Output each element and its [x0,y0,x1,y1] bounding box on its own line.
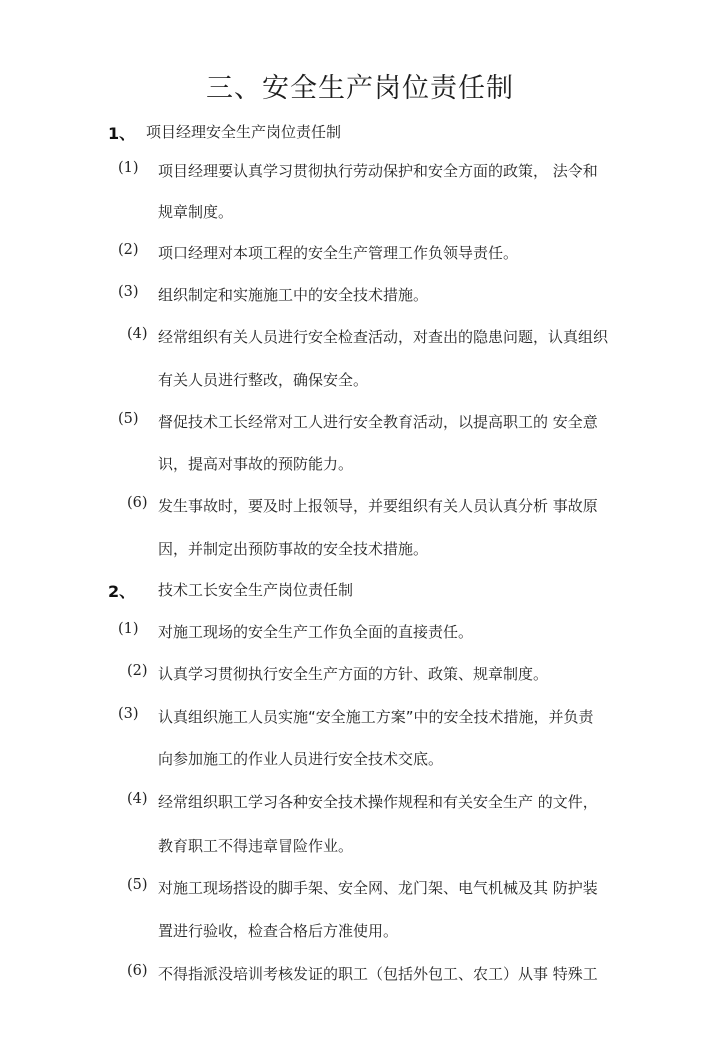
item-text-line: 有关人员进行整改，确保安全。 [158,371,369,389]
item-text-line: 发生事故时，要及时上报领导，并要组织有关人员认真分析 事故原 [158,497,598,515]
item-number: (4) [127,326,148,342]
item-text-line: 项目经理要认真学习贯彻执行劳动保护和安全方面的政策， 法令和 [158,162,598,180]
section-heading: 项目经理安全生产岗位责任制 [146,123,342,141]
item-text-line: 规章制度。 [158,203,234,221]
item-text-line: 向参加施工的作业人员进行安全技术交底。 [158,750,444,768]
item-text-line: 认真学习贯彻执行安全生产方面的方针、政策、规章制度。 [158,665,549,683]
item-text-line: 不得指派没培训考核发证的职工（包括外包工、农工）从事 特殊工 [158,965,598,983]
document-title: 三、安全生产岗位责任制 [206,73,514,104]
item-text-line: 认真组织施工人员实施“安全施工方案”中的安全技术措施，并负责 [158,708,594,726]
item-text-line: 识，提高对事故的预防能力。 [158,455,354,473]
item-number: (4) [127,791,148,807]
item-text-line: 因，并制定出预防事故的安全技术措施。 [158,540,429,558]
section-heading: 技术工长安全生产岗位责任制 [158,581,354,599]
item-number: (3) [118,706,139,722]
item-number: (1) [118,621,139,637]
item-text-line: 项口经理对本项工程的安全生产管理工作负领导责任。 [158,244,519,262]
item-number: (5) [118,411,139,427]
item-number: (2) [127,663,148,679]
item-text-line: 置进行验收，检查合格后方准使用。 [158,922,399,940]
item-number: (3) [118,284,139,300]
item-number: (6) [127,963,148,979]
item-number: (1) [118,160,139,176]
section-number: 1、 [108,124,136,143]
item-text-line: 督促技术工长经常对工人进行安全教育活动，以提高职工的 安全意 [158,413,598,431]
item-text-line: 对施工现场的安全生产工作负全面的直接责任。 [158,623,474,641]
item-number: (6) [127,495,148,511]
item-text-line: 教育职工不得违章冒险作业。 [158,837,354,855]
item-number: (5) [127,877,148,893]
item-text-line: 对施工现场搭设的脚手架、安全网、龙门架、电气机械及其 防护装 [158,879,598,897]
item-text-line: 经常组织职工学习各种安全技术操作规程和有关安全生产 的文件， [158,793,598,811]
item-text-line: 组织制定和实施施工中的安全技术措施。 [158,286,429,304]
section-number: 2、 [108,582,136,601]
item-number: (2) [118,242,139,258]
item-text-line: 经常组织有关人员进行安全检查活动，对查出的隐患问题，认真组织 [158,328,609,346]
